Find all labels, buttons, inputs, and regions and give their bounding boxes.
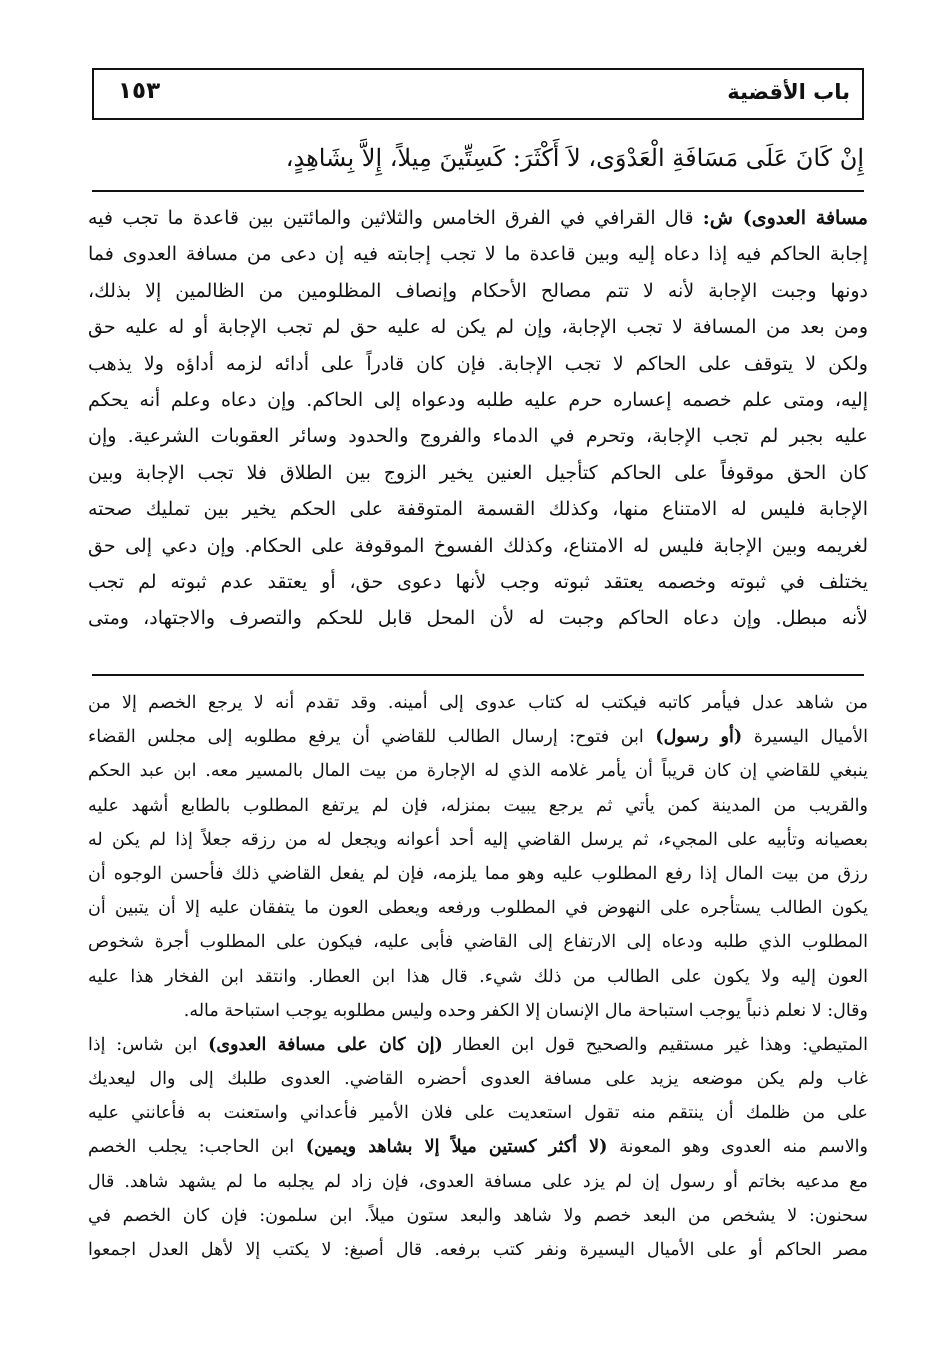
footnote-text: ابن فتوح: إرسال الطالب للقاضي أن يرفع مطلوبه إلى مجلس القضاء: [88, 727, 656, 748]
footnote-line: [88, 1130, 868, 1164]
footnote-line: [88, 720, 868, 754]
commentary-line: كان الحق موقوفاً على الحاكم كتأجيل العنين يخير الزوج بين الطلاق فلا تجب الإجابة وبين: [88, 461, 868, 484]
footnote-text: المتيطي: وهذا غير مستقيم والصحيح قول ابن العطار: [442, 1034, 868, 1055]
footnote-line: ينبغي للقاضي إن كان قريباً أن يأمر غلامه الذي له الإجارة من بيت المال بالمسير معه. ابن عبد الحكم: [88, 761, 868, 782]
commentary-line: [88, 200, 868, 236]
footnote-line: على من ظلمك أن ينتقم منه تقول استعديت على فلان الأمير فأعداني واستعنت به فأعانني عليه: [88, 1103, 868, 1124]
commentary-line: الإجابة فليس له الامتناع منها، وكذلك القسمة المتوقفة على الحكم يخير بين تمليك صحته: [88, 498, 868, 521]
commentary-line-text: قال القرافي في الفرق الخامس والثلاثين والمائتين بين قاعدة ما تجب فيه: [88, 207, 703, 229]
footnote-line: مصر الحاكم أو على الأميال اليسيرة ونفر كتب برفعه. قال أصبغ: لا يكتب إلا لأهل العدل اجمعوا: [88, 1240, 868, 1260]
footnote-line: والقريب من المدينة كمن يأتي ثم يرجع يبيت بمنزله، فإن لم يرتفع المطلوب بالطابع أشهد عليه: [88, 795, 868, 816]
separator-rule-top: [92, 190, 864, 192]
footnote-text: والاسم منه العدوى وهو المعونة: [607, 1137, 868, 1158]
footnote-text: ابن الحاجب: يجلب الخصم: [88, 1137, 306, 1158]
footnote-text: ابن شاس: إذا: [88, 1034, 209, 1055]
footnote-line: سحنون: لا يشخص من البعد خصم ولا شاهد والبعد ستون ميلاً. ابن سلمون: فإن كان الخصم في: [88, 1205, 868, 1226]
footnote-line: العون إليه ولا يكون على الطالب من ذلك شيء. قال هذا ابن العطار. وانتقد ابن الفخار هذا عليه: [88, 966, 868, 987]
footnote-line: من شاهد عدل فيأمر كاتبه فيكتب له كتاب عدوى إلى أمينه. وقد تقدم أنه لا يرجع الخصم إلا من: [88, 693, 868, 713]
footnote-text: الأميال اليسيرة: [742, 727, 868, 748]
commentary-block: [88, 200, 868, 637]
matn-text: إِنْ كَانَ عَلَى مَسَافَةِ الْعَدْوَى، لاَ أَكْثَرَ: كَسِتِّينَ مِيلاً، إِلاَّ بِشَاهِدٍ،: [285, 144, 864, 172]
footnote-line: المطلوب الذي طلبه ودعاه إلى الارتفاع إلى القاضي فأبى عليه، فيكون على المطلوب أجرة شخوص: [88, 932, 868, 953]
footnotes-block: [88, 686, 868, 1267]
commentary-heading: مسافة العدوى) ش:: [702, 207, 868, 229]
commentary-line: إليه، ومتى علم خصمه إعساره حرم عليه طلبه ودعواه إلى الحاكم. وإن دعاه وعلم أنه يحكم: [88, 388, 868, 411]
commentary-line: إجابة الحاكم فيه إذا دعاه إليه وبين قاعدة ما لا تجب إجابته فيه إن دعى من مسافة العدوى فما: [88, 243, 868, 266]
footnote-line: رزق من بيت المال إذا رفع المطلوب عليه وهو مما يلزمه، فإن لم يفعل القاضي ذلك فأحسن الوجوه أن: [88, 863, 868, 884]
footnote-line: وقال: لا نعلم ذنباً يوجب استباحة مال الإنسان إلا الكفر وحده وليس مطلوبه يوجب استباحة ماله.: [183, 1000, 868, 1021]
footnote-line: يكون الطالب يستأجره على النهوض في المطلوب ورفعه ويعطى العون ما يتفقان عليه إلا أن يتبين أن: [88, 898, 868, 919]
footnote-keyword: (لا أكثر كستين ميلاً إلا بشاهد ويمين): [305, 1137, 608, 1158]
footnote-line: بعصيانه وتأبيه على المجيء، ثم يرسل القاضي إليه أحد أعوانه ويجعل له من رزقه جعلاً إذا لم يكن له: [88, 829, 868, 850]
commentary-line: ومن بعد من المسافة لا تجب الإجابة، وإن لم يكن له عليه حق لم تجب الإجابة أو له عليه حق: [88, 316, 868, 339]
footnote-keyword: (إن كان على مسافة العدوى): [208, 1034, 443, 1055]
commentary-line: ولكن لا يتوقف على الحاكم لا تجب الإجابة. فإن كان قادراً على أدائه لزمه أداؤه ولا يذهب: [88, 352, 868, 375]
page-number: ١٥٣: [118, 78, 161, 104]
footnote-line: مع مدعيه بخاتم أو رسول إن لم يزد على مسافة العدوى، فإن زاد لم يجلبه ما لم يشهد شاهد. قال: [88, 1171, 868, 1192]
chapter-title: باب الأقضية: [727, 80, 850, 104]
footnote-keyword: (أو رسول): [655, 727, 743, 748]
commentary-line: لأنه مبطل. وإن دعاه الحاكم وجبت له لأن المحل قابل للحكم والتصرف والاجتهاد، ومتى: [88, 607, 868, 630]
commentary-line: يختلف في ثبوته وخصمه يعتقد ثبوته وجب لأنها دعوى حق، أو يعتقد عدم ثبوته لم تجب: [88, 570, 868, 593]
running-header: [92, 68, 864, 120]
footnote-line: غاب ولم يكن موضعه يزيد على مسافة العدوى أحضره القاضي. العدوى طلبك إلى وال ليعديك: [88, 1069, 868, 1090]
commentary-line: لغريمه وبين الإجابة فليس له الامتناع، وكذلك الفسوخ الموقوفة على الحكام. وإن دعي إلى حق: [88, 534, 868, 557]
commentary-line: دونها وجبت الإجابة لأنه لا تتم مصالح الأحكام وإنصاف المظلومين من الظالمين إلا بذلك،: [88, 279, 868, 302]
commentary-line: عليه بجبر لم تجب الإجابة، وتحرم في الدماء والفروج والحدود وسائر العقوبات الشرعية. وإن: [88, 425, 868, 448]
footnote-line: [88, 1028, 868, 1062]
separator-rule-bottom: [92, 674, 864, 676]
